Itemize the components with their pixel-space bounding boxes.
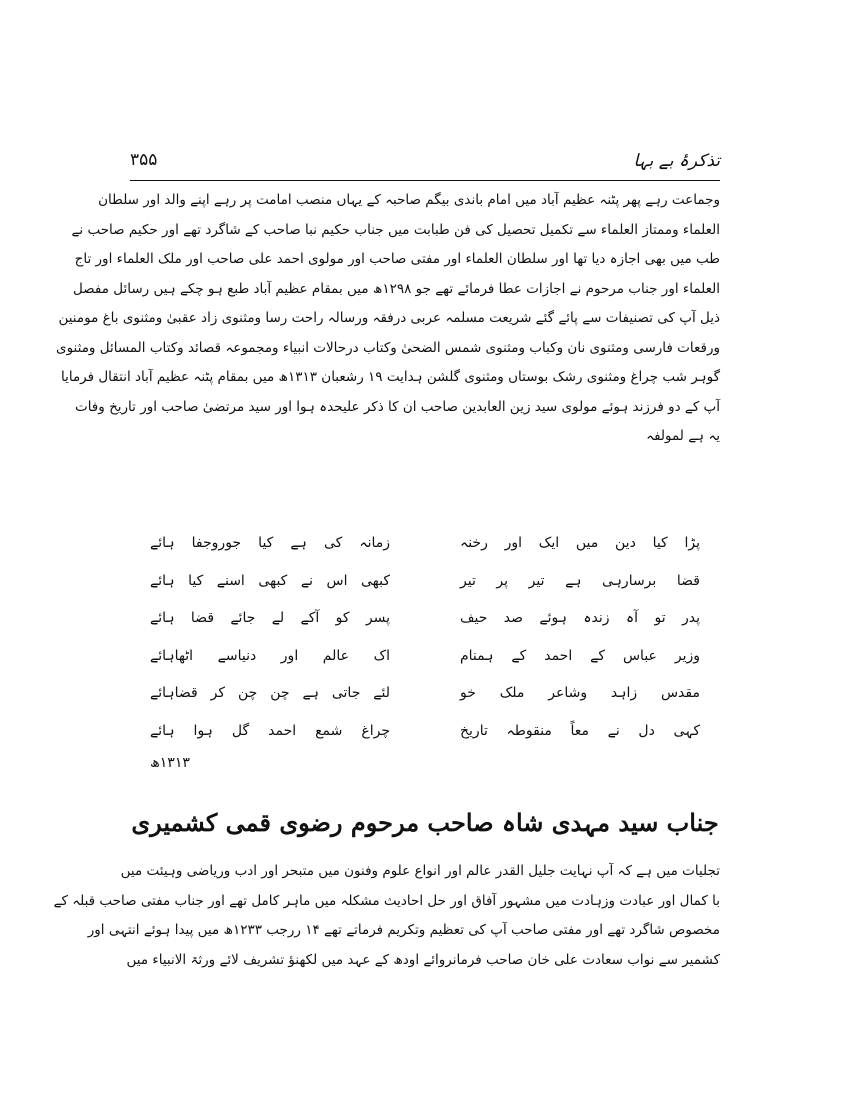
- text-line: با کمال اور عبادت وزہادت میں مشہور آفاق اور حل احادیث مشکلہ میں ماہر کامل تھے اور جناب مفتی صاحب قبلہ کے: [53, 892, 720, 909]
- poem-first-hemistich: کہی دل نے معاً منقوطہ تاریخ: [460, 722, 700, 739]
- poem-first-hemistich: مقدس زاہد وشاعر ملک خو: [460, 685, 700, 701]
- text-line: کشمیر سے نواب سعادت علی خان صاحب فرمانروائے اودھ کے عہد میں لکھنؤ تشریف لائے ورثۃ الانبیاء میں: [126, 951, 720, 968]
- text-line: یہ ہے لمولفہ: [646, 428, 720, 444]
- poem-first-hemistich: پڑا کیا دین میں ایک اور رخنہ: [460, 535, 700, 551]
- poem-second-hemistich: لئے جاتی ہے چن چن کر قضاہائے: [150, 685, 390, 701]
- poem-first-hemistich: قضا برسارہی ہے تیر پر تیر: [460, 572, 700, 589]
- biography-paragraph: [56, 186, 720, 452]
- text-line: مخصوص شاگرد تھے اور مفتی صاحب آپ کی تعظیم وتکریم فرماتے تھے ۱۴ ررجب ۱۲۳۳ھ میں پیدا ہوئے انتہی اور: [87, 922, 720, 938]
- poem-couplet: [150, 573, 700, 611]
- poem-first-hemistich: پدر تو آہ زندہ ہوئے صد حیف: [460, 610, 700, 626]
- text-line: طب میں بھی اجازہ دیا تھا اور سلطان العلماء اور مفتی صاحب اور مولوی احمد علی صاحب اور ملک العلماء اور تاج: [74, 251, 720, 267]
- text-line: ذیل آپ کی تصنیفات سے پائے گئے شریعت مسلمہ عربی درفقہ ورسالہ راحت رسا ومثنوی زاد عقبیٰ ومثنوی باغ مومنین: [58, 310, 720, 326]
- text-line: ورقعات فارسی ومثنوی نان وکباب ومثنوی شمس الضحیٰ وکتاب درحالات انبیاء ومجموعہ قصائد وکتاب المسائل ومثنوی: [56, 339, 720, 356]
- poem-second-hemistich: زمانہ کی ہے کیا جوروجفا ہائے: [150, 535, 390, 551]
- text-line: العلماء اور جناب مرحوم نے اجازات عطا فرمائے تھے جو ۱۲۹۸ھ میں بمقام عظیم آباد طبع ہو چکے ہیں رسائل مفصل: [72, 280, 720, 297]
- poem-second-hemistich: پسر کو آکے لے جائے قضا ہائے: [150, 610, 390, 626]
- poem-couplet: [150, 723, 700, 761]
- elegy-poem: [150, 535, 700, 760]
- text-line: آپ کے دو فرزند ہوئے مولوی سید زین العابدین صاحب ان کا ذکر علیحدہ ہوا اور سید مرتضیٰ صاحب اور تاریخ وفات: [74, 398, 720, 415]
- text-line: تجلیات میں ہے کہ آپ نہایت جلیل القدر عالم اور انواع علوم وفنون میں متبحر اور ادب وریاضی وہیئت میں: [120, 863, 720, 879]
- chronogram-date: ۱۳۱۳ھ: [150, 755, 190, 771]
- poem-couplet: [150, 648, 700, 686]
- header-divider: [130, 180, 720, 181]
- poem-second-hemistich: اک عالم اور دنیاسے اٹھاہائے: [150, 647, 390, 664]
- section-heading: جناب سید مہدی شاہ صاحب مرحوم رضوی قمی کشمیری: [131, 808, 719, 837]
- poem-second-hemistich: کبھی اس نے کبھی اسنے کیا ہائے: [150, 572, 390, 589]
- poem-first-hemistich: وزیر عباس کے احمد کے ہمنام: [460, 647, 700, 664]
- text-line: وجماعت رہے پھر پٹنہ عظیم آباد میں امام باندی بیگم صاحبہ کے یہاں منصب امامت پر رہے اپنے والد اور سلطان: [98, 192, 720, 208]
- poem-couplet: [150, 535, 700, 573]
- running-header: [130, 150, 720, 180]
- poem-second-hemistich: چراغ شمع احمد گل ہوا ہائے: [150, 722, 390, 739]
- text-line: گوہر شب چراغ ومثنوی رشک بوستاں ومثنوی گلشن ہدایت ۱۹ رشعبان ۱۳۱۳ھ میں بمقام پٹنہ عظیم آباد انتقال فرمایا: [60, 369, 720, 385]
- running-header-title: تذکرۂ بے بہا: [633, 151, 720, 171]
- poem-couplet: [150, 610, 700, 648]
- poem-couplet: [150, 685, 700, 723]
- biography-paragraph: [53, 857, 720, 975]
- page-number: ۳۵۵: [130, 150, 158, 170]
- text-line: العلماء وممتاز العلماء سے تکمیل تحصیل کی فن طبابت میں جناب حکیم نبا صاحب کے شاگرد تھے اور حکیم صاحب نے: [71, 221, 720, 238]
